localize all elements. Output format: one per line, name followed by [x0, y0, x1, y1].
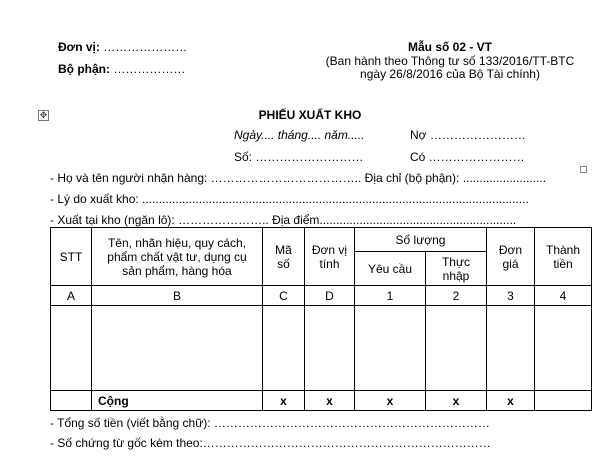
- blank-cell[interactable]: [263, 306, 305, 391]
- index-cell: B: [92, 286, 263, 306]
- department-dots: ………………: [110, 62, 186, 76]
- total-stt-cell: [51, 391, 92, 411]
- unit-dots: …………………: [99, 40, 188, 54]
- total-mark: x: [487, 391, 535, 411]
- header-qty-requested: Yêu cầu: [355, 252, 426, 286]
- blank-cell[interactable]: [426, 306, 487, 391]
- date-line: Ngày.... tháng.... năm.....: [234, 128, 365, 142]
- unit-field: [58, 40, 187, 54]
- header-stt: STT: [51, 228, 92, 286]
- blank-cell[interactable]: [305, 306, 355, 391]
- unit-label: Đơn vị:: [58, 40, 100, 54]
- receiver-line: - Họ và tên người nhận hàng: ……………………………….. Địa chỉ (bộ phận): .........................: [50, 171, 547, 185]
- table-move-handle-icon[interactable]: ✥: [39, 110, 48, 120]
- index-cell: A: [51, 286, 92, 306]
- total-mark: x: [355, 391, 426, 411]
- blank-cell[interactable]: [487, 306, 535, 391]
- reason-line: - Lý do xuất kho: ....................................................................................................................: [50, 192, 529, 206]
- credit-line: Có ……………………: [410, 150, 525, 164]
- blank-cell[interactable]: [535, 306, 592, 391]
- items-table: [50, 227, 592, 411]
- blank-item-row: [51, 306, 592, 391]
- blank-cell[interactable]: [92, 306, 263, 391]
- warehouse-line: - Xuất tại kho (ngăn lô): ………………….. Địa điểm...........................................................: [50, 213, 517, 227]
- header-code: Mã số: [263, 228, 305, 286]
- department-field: [58, 62, 185, 76]
- total-mark: x: [426, 391, 487, 411]
- issued-line-2: ngày 26/8/2016 của Bộ Tài chính): [360, 67, 540, 81]
- index-cell: C: [263, 286, 305, 306]
- total-mark: x: [305, 391, 355, 411]
- form-number: Mẫu số 02 - VT: [407, 40, 493, 54]
- department-label: Bộ phận:: [58, 62, 110, 76]
- header-quantity: Số lượng: [355, 228, 487, 252]
- index-cell: 4: [535, 286, 592, 306]
- index-row: [51, 286, 592, 306]
- index-cell: 3: [487, 286, 535, 306]
- total-amount-cell: [535, 391, 592, 411]
- index-cell: D: [305, 286, 355, 306]
- issued-line-1: (Ban hành theo Thông tư số 133/2016/TT-BTC: [325, 54, 575, 68]
- index-cell: 2: [426, 286, 487, 306]
- blank-cell[interactable]: [51, 306, 92, 391]
- document-title: PHIẾU XUẤT KHO: [258, 108, 362, 122]
- resize-handle-icon[interactable]: [580, 166, 587, 173]
- number-line: Số: ………………………: [234, 150, 364, 164]
- attached-documents-line: - Số chứng từ gốc kèm theo:………………………………………………………………: [50, 436, 491, 450]
- header-qty-actual: Thực nhập: [426, 252, 487, 286]
- total-label: Cộng: [92, 391, 263, 411]
- total-row: [51, 391, 592, 411]
- header-item-name: Tên, nhãn hiệu, quy cách, phẩm chất vật tư, dụng cụ sản phẩm, hàng hóa: [92, 228, 263, 286]
- header-unit: Đơn vị tính: [305, 228, 355, 286]
- header-unit-price: Đơn giá: [487, 228, 535, 286]
- total-mark: x: [263, 391, 305, 411]
- index-cell: 1: [355, 286, 426, 306]
- header-amount: Thành tiền: [535, 228, 592, 286]
- blank-cell[interactable]: [355, 306, 426, 391]
- total-in-words-line: - Tổng số tiền (viết bằng chữ): ……………………………………………………………: [50, 416, 490, 430]
- debit-line: Nợ ……………………: [410, 128, 526, 142]
